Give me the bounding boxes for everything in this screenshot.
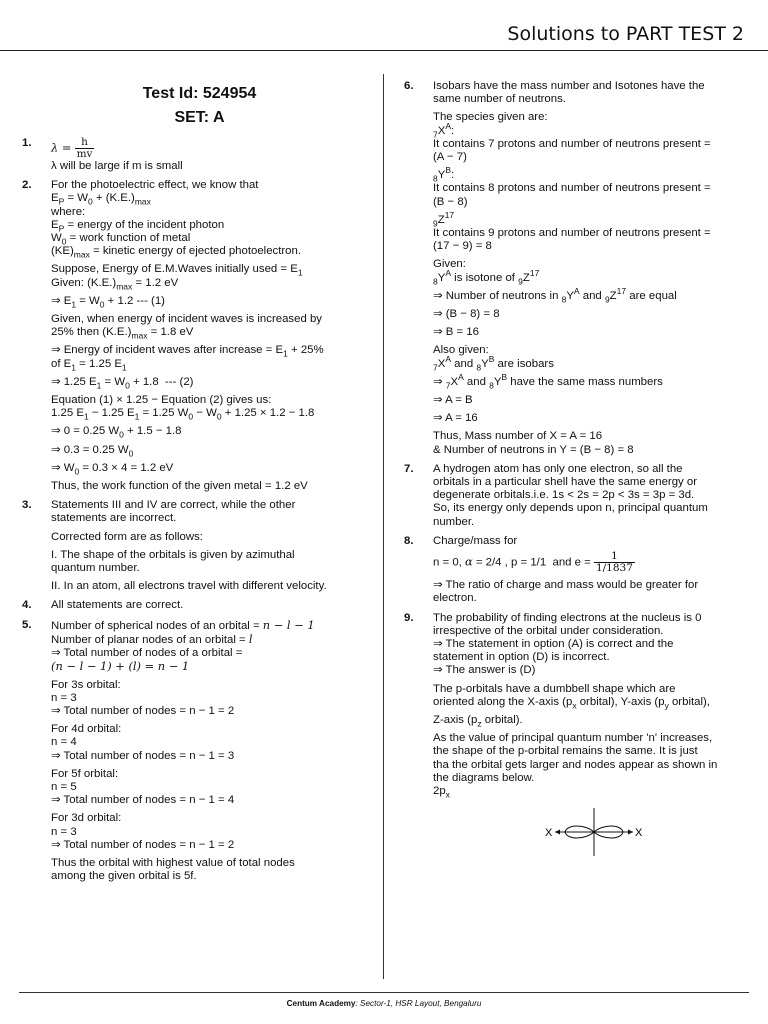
text-line: (B − 8) <box>433 195 468 208</box>
text-line: 1.25 $E_1 - 1.25$ $E_1 = 1.25$ $W_0 - W_0 + 1.25 \times 1.2 - 1.8$ <box>51 407 315 422</box>
text-line: statements are incorrect. <box>51 512 177 525</box>
text-line: Number of planar nodes of an orbital = l <box>51 631 253 646</box>
text-line: Corrected form are as follows: <box>51 530 203 543</box>
text-line: irrespective of the orbital under consideration. <box>433 624 664 637</box>
text-line: The p-orbitals have a dumbbell shape which are <box>433 682 676 695</box>
question-9 <box>404 612 749 863</box>
text-line: Statements III and IV are correct, while the other <box>51 499 296 512</box>
text-line: Z-axis ($p_z$ orbital). <box>433 713 523 729</box>
text-line: ⇒ Total number of nodes = n − 1 = 4 <box>51 794 235 807</box>
formula-line: n = 0, α = 2/4 , p = 1/1 and e = $\frac{1}{1/1837}$ <box>433 550 633 575</box>
text-line: It contains 8 protons and number of neutrons present = <box>433 182 711 195</box>
right-column <box>404 80 749 868</box>
text-line: Suppose, Energy of E.M.Waves initially used = $E_1$ <box>51 263 303 278</box>
text-line: For the photoelectric effect, we know that <box>51 179 259 192</box>
text-line: oriented along the X-axis ($p_x$ orbital), Y-axis ($p_y$ orbital), <box>433 695 710 710</box>
text-line: n = 3 <box>51 691 77 704</box>
species-z: $_9Z^{17}$ <box>433 210 455 229</box>
text-line: tha the orbital gets larger and nodes appear as shown in <box>433 758 718 771</box>
text-line: ⇒ Total number of nodes of a orbital = <box>51 647 243 660</box>
footer-divider <box>19 992 749 993</box>
text-line: Thus, the work function of the given metal = 1.2 eV <box>51 480 308 493</box>
question-number: 2. <box>22 179 32 192</box>
question-number: 5. <box>22 618 32 631</box>
text-line: the diagrams below. <box>433 771 535 784</box>
formula-line: λ = $\frac{h}{mv}$ <box>51 136 93 160</box>
text-line: ⇒ A = B <box>433 394 473 407</box>
question-2 <box>22 179 357 493</box>
text-line: Isobars have the mass number and Isotones have the <box>433 80 705 92</box>
question-number: 4. <box>22 599 32 612</box>
text-line: Given: $(K.E.)_{max} = 1.2$ eV <box>51 276 179 291</box>
text-line: of $E_1 = 1.25$ $E_1$ <box>51 357 127 372</box>
page-header-title: Solutions to PART TEST 2 <box>507 23 744 45</box>
text-line: ⇒ B = 16 <box>433 326 479 339</box>
species-y: $_8Y^B$: <box>433 165 455 184</box>
text-line: & Number of neutrons in Y = (B − 8) = 8 <box>433 443 634 456</box>
text-line: II. In an atom, all electrons travel with different velocity. <box>51 580 327 593</box>
text-line: number. <box>433 515 475 528</box>
text-line: ⇒ Energy of incident waves after increase = $E_1 + 25\%$ <box>51 344 324 359</box>
column-divider <box>383 74 384 979</box>
text-line: For 3s orbital: <box>51 678 121 691</box>
fraction: $\frac{1}{1/1837}$ <box>595 550 633 575</box>
text-line: So, its energy only depends upon n, principal quantum <box>433 502 708 515</box>
question-7 <box>404 463 749 529</box>
text-line: Charge/mass for <box>433 534 518 547</box>
text-line: All statements are correct. <box>51 599 184 612</box>
text-line: Given: <box>433 258 466 271</box>
text-line: ⇒ 0 = 0.25 $W_0 + 1.5 - 1.8$ <box>51 425 182 440</box>
text-line: ⇒ 0.3 = 0.25 $W_0$ <box>51 443 134 458</box>
text-line: 25% then $(K.E.)_{max} = 1.8$ eV <box>51 326 194 341</box>
text-line: quantum number. <box>51 562 140 575</box>
text-line: electron. <box>433 592 477 605</box>
text-line: n = 4 <box>51 736 77 749</box>
header-divider <box>0 50 768 51</box>
text-line: ⇒ Total number of nodes = n − 1 = 2 <box>51 838 235 851</box>
question-number: 7. <box>404 462 414 475</box>
footer <box>0 999 768 1009</box>
text-line: $2p_x$ <box>433 784 450 800</box>
question-8 <box>404 535 749 606</box>
text-line: n = 5 <box>51 780 77 793</box>
question-4 <box>22 599 357 612</box>
text-line: As the value of principal quantum number 'n' increases, <box>433 732 713 745</box>
text-line: ⇒ Total number of nodes = n − 1 = 2 <box>51 704 235 717</box>
text-line: The species given are: <box>433 111 548 124</box>
text-line: degenerate orbitals.i.e. 1s < 2s = 2p < 3s = 3p = 3d. <box>433 489 695 502</box>
text-line: Number of spherical nodes of an orbital = n − l − 1 <box>51 617 315 632</box>
text-line: $W_0$ = work function of metal <box>51 232 191 247</box>
text-line: λ will be large if m is small <box>51 160 183 172</box>
text-line: $_8Y^A$ is isotone of $_9Z^{17}$ <box>433 267 540 286</box>
text-line: ⇒ 1.25 $E_1 = W_0 + 1.8$ --- (2) <box>51 375 194 391</box>
diagram-x-right-label: X <box>635 827 643 840</box>
text-line: statement in option (D) is incorrect. <box>433 651 610 664</box>
text-line: ⇒ Total number of nodes = n − 1 = 3 <box>51 749 235 762</box>
formula-line: (n − l − 1) + (l) = n − 1 <box>51 659 190 674</box>
text-line: ⇒ The statement in option (A) is correct and the <box>433 637 674 650</box>
text-line: Equation (1) × 1.25 − Equation (2) gives us: <box>51 394 272 407</box>
text-line: $_7X^A$ and $_8Y^B$ are isobars <box>433 353 554 372</box>
text-line: ⇒ The ratio of charge and mass would be greater for <box>433 579 699 592</box>
text-line: ⇒ (B − 8) = 8 <box>433 308 500 321</box>
left-column <box>22 84 357 889</box>
fraction: $\frac{h}{mv}$ <box>76 136 93 160</box>
text-line: ⇒ $W_0 = 0.3 \times 4 = 1.2$ eV <box>51 461 174 477</box>
arrow-left <box>555 830 560 835</box>
question-1 <box>22 137 357 173</box>
test-id: Test Id: 524954 <box>142 85 257 102</box>
footer-org: Centum Academy <box>286 999 356 1008</box>
text-line: ⇒ $_7X^A$ and $_8Y^B$ have the same mass numbers <box>433 372 663 391</box>
text-line: n = 3 <box>51 825 77 838</box>
text-line: It contains 9 protons and number of neutrons present = <box>433 227 711 240</box>
text-line: ⇒ $E_1 = W_0 + 1.2$ --- (1) <box>51 294 165 310</box>
text-line: For 4d orbital: <box>51 723 122 736</box>
text-line: ⇒ A = 16 <box>433 412 478 425</box>
species-x: $_7X^A$: <box>433 120 455 139</box>
text-line: Also given: <box>433 344 489 357</box>
text-line: A hydrogen atom has only one electron, so all the <box>433 462 683 475</box>
text-line: where: <box>51 205 86 218</box>
text-line: For 3d orbital: <box>51 812 122 825</box>
text-line: I. The shape of the orbitals is given by azimuthal <box>51 548 295 561</box>
text-line: (A − 7) <box>433 151 467 164</box>
text-line: The probability of finding electrons at the nucleus is 0 <box>433 611 702 624</box>
question-number: 1. <box>22 137 32 149</box>
arrow-right <box>628 830 633 835</box>
text-line: $(KE)_{max}$ = kinetic energy of ejected photoelectron. <box>51 245 302 260</box>
question-number: 6. <box>404 80 414 92</box>
question-3 <box>22 499 357 593</box>
text-line: It contains 7 protons and number of neutrons present = <box>433 137 711 150</box>
text-line: $E_P$ = energy of the incident photon <box>51 218 225 234</box>
footer-address: : Sector-1, HSR Layout, Bengaluru <box>355 999 482 1008</box>
question-5 <box>22 619 357 884</box>
text-line: the shape of the p-orbital remains the same. It is just <box>433 745 698 758</box>
question-6 <box>404 80 749 457</box>
question-number: 3. <box>22 499 32 512</box>
text-line: For 5f orbital: <box>51 767 119 780</box>
text-line: ⇒ Number of neutrons in $_8Y^A$ and $_9Z^{17}$ are equal <box>433 286 677 305</box>
text-line: $E_P = W_0 + (K.E.)_{max}$ <box>51 192 151 207</box>
text-line: Given, when energy of incident waves is increased by <box>51 313 322 326</box>
px-orbital-diagram <box>541 806 749 862</box>
diagram-x-left-label: X <box>545 827 553 840</box>
text-line: (17 − 9) = 8 <box>433 240 492 253</box>
question-number: 8. <box>404 534 414 547</box>
text-line: Thus, Mass number of X = A = 16 <box>433 430 603 443</box>
text-line: ⇒ The answer is (D) <box>433 664 536 677</box>
text-line: Thus the orbital with highest value of total nodes <box>51 856 295 869</box>
text-line: among the given orbital is 5f. <box>51 870 197 883</box>
text-line: orbitals in a particular shell have the same energy or <box>433 476 698 489</box>
set-label: SET: A <box>174 109 225 126</box>
question-number: 9. <box>404 611 414 624</box>
text-line: same number of neutrons. <box>433 93 566 106</box>
